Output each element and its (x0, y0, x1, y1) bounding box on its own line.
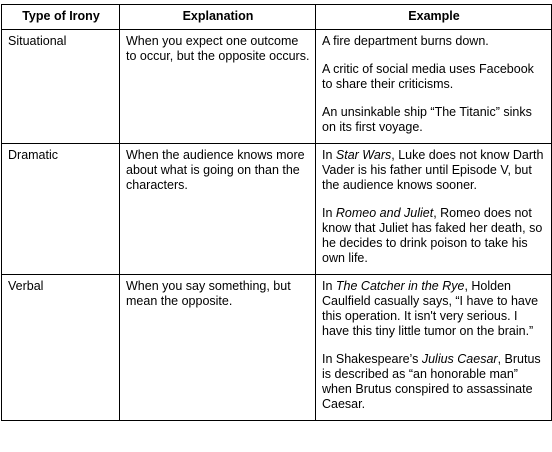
header-explanation: Explanation (120, 5, 316, 30)
example-text: A fire department burns down. (322, 34, 489, 48)
table-body (2, 30, 552, 421)
header-example: Example (316, 5, 552, 30)
example-text: A critic of social media uses Facebook to share their criticisms. (322, 62, 534, 91)
example-text: , Romeo does not know that Juliet has faked her death, so he decides to drink poison to take his own life. (322, 206, 543, 265)
example-paragraph (322, 352, 546, 412)
explanation-cell: When the audience knows more about what is going on than the characters. (120, 144, 316, 275)
example-cell (316, 275, 552, 421)
explanation-cell: When you say something, but mean the opposite. (120, 275, 316, 421)
example-text: In (322, 148, 336, 162)
example-cell (316, 30, 552, 144)
example-text: , Luke does not know Darth Vader is his father until Episode V, but the audience knows sooner. (322, 148, 544, 192)
example-text: , Holden Caulfield casually says, “I have to have this operation. It isn't very serious. I have this tiny little tumor on the brain.” (322, 279, 539, 338)
work-title: Julius Caesar (421, 352, 498, 366)
irony-type-cell: Verbal (2, 275, 120, 421)
irony-type-cell: Situational (2, 30, 120, 144)
work-title: The Catcher in the Rye (335, 279, 465, 293)
example-paragraph (322, 279, 546, 339)
header-row (2, 5, 552, 30)
header-type-of-irony: Type of Irony (2, 5, 120, 30)
example-text: , Brutus is described as “an honorable man” when Brutus conspired to assassinate Caesar. (322, 352, 541, 411)
explanation-cell: When you expect one outcome to occur, but the opposite occurs. (120, 30, 316, 144)
example-paragraph (322, 62, 546, 92)
irony-type-cell: Dramatic (2, 144, 120, 275)
work-title: Star Wars (335, 148, 392, 162)
table-header (2, 5, 552, 30)
table-row (2, 30, 552, 144)
example-paragraph (322, 105, 546, 135)
table-row (2, 144, 552, 275)
example-paragraph (322, 34, 546, 49)
work-title: Romeo and Juliet (335, 206, 434, 220)
example-paragraph (322, 206, 546, 266)
example-text: In (322, 206, 336, 220)
example-cell (316, 144, 552, 275)
example-text: In (322, 279, 336, 293)
example-text: An unsinkable ship “The Titanic” sinks on its first voyage. (322, 105, 532, 134)
example-paragraph (322, 148, 546, 193)
irony-types-table (1, 4, 552, 421)
table-row (2, 275, 552, 421)
example-text: In Shakespeare’s (322, 352, 422, 366)
